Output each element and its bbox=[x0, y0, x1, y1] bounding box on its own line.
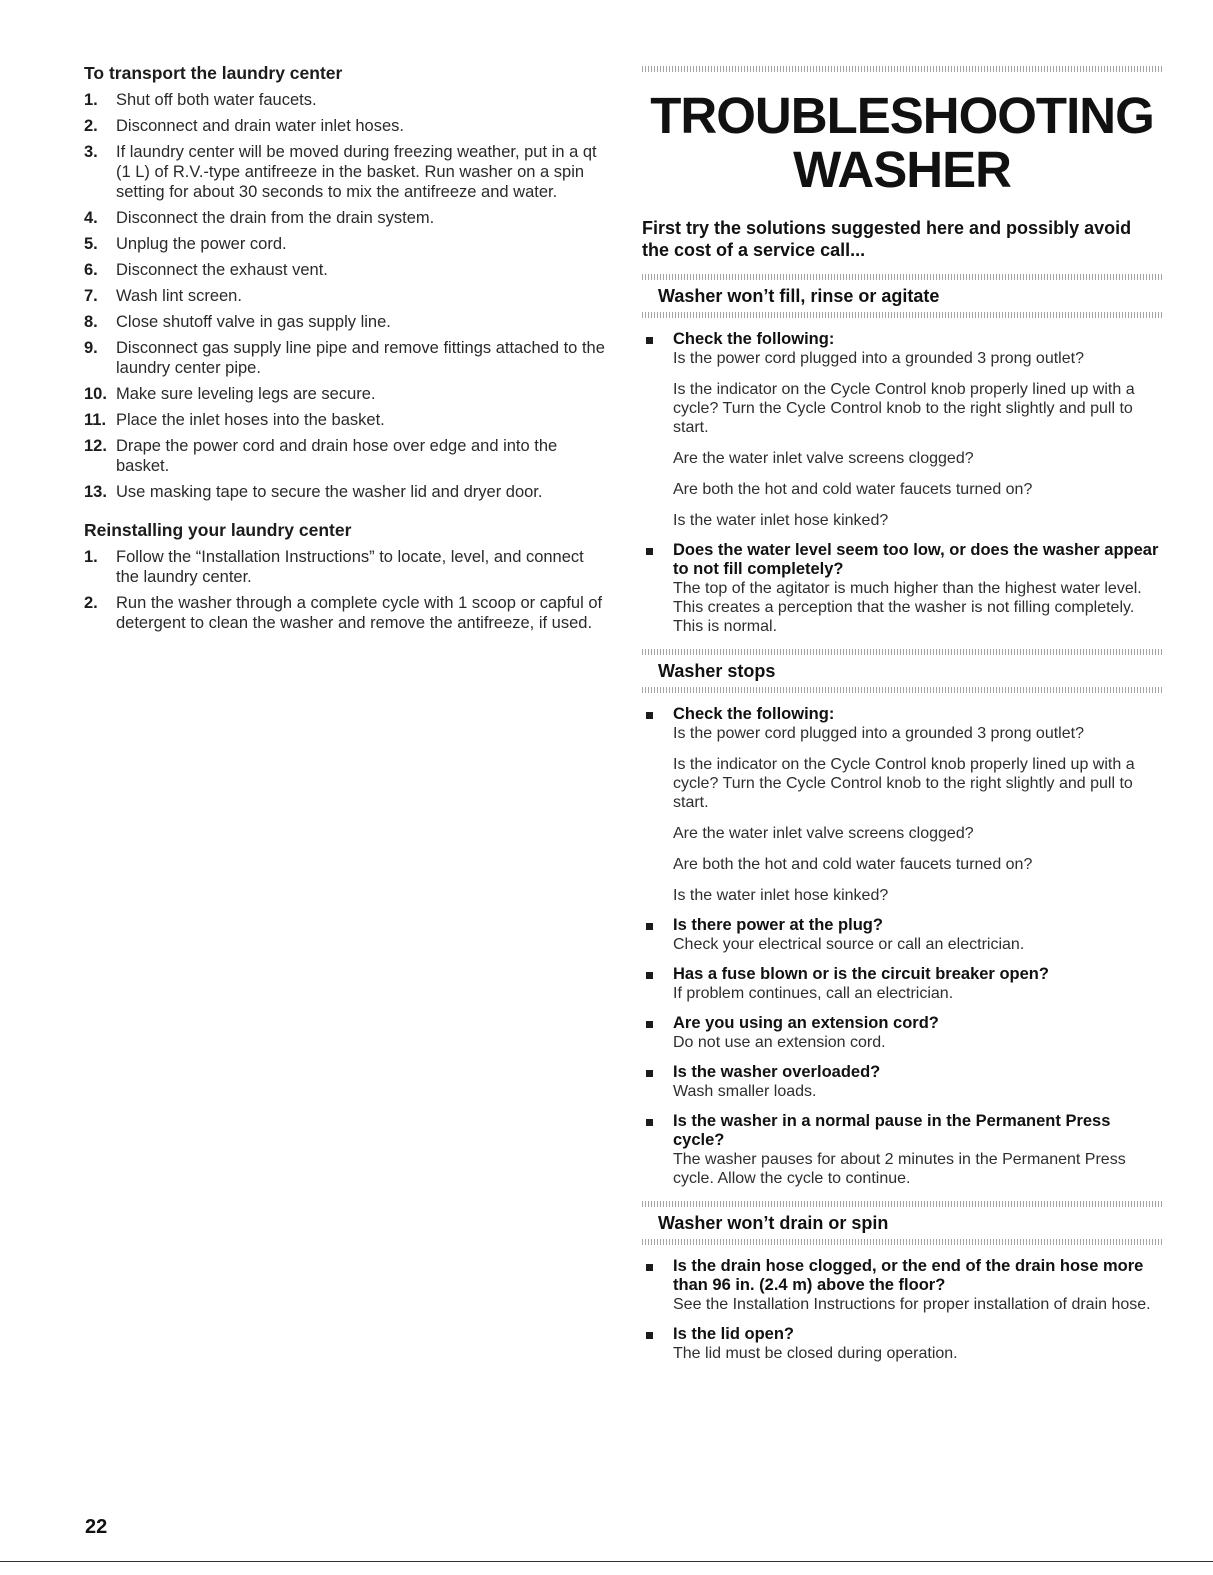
answer: Is the water inlet hose kinked? bbox=[673, 512, 889, 529]
answer: Is the indicator on the Cycle Control knob properly lined up with a cycle? Turn the Cycle Control knob to the right slightly and pull to start. bbox=[673, 756, 1135, 811]
square-bullet-icon bbox=[646, 972, 653, 979]
list-item bbox=[84, 116, 606, 136]
answer: Are both the hot and cold water faucets turned on? bbox=[673, 481, 1033, 498]
troubleshoot-section bbox=[642, 649, 1162, 1188]
right-column bbox=[642, 66, 1162, 1363]
answer: Do not use an extension cord. bbox=[673, 1034, 886, 1051]
answer: The top of the agitator is much higher than the highest water level. This creates a perception that the washer is not filling completely. This is normal. bbox=[673, 580, 1142, 635]
step-number: 10. bbox=[84, 385, 107, 403]
step-text: Shut off both water faucets. bbox=[116, 91, 317, 109]
step-text: Close shutoff valve in gas supply line. bbox=[116, 313, 391, 331]
section-title: Washer won’t drain or spin bbox=[658, 1213, 889, 1233]
list-item bbox=[84, 547, 606, 587]
step-number: 7. bbox=[84, 287, 98, 305]
square-bullet-icon bbox=[646, 337, 653, 344]
answer: Is the power cord plugged into a grounded 3 prong outlet? bbox=[673, 725, 1084, 742]
step-number: 13. bbox=[84, 483, 107, 501]
square-bullet-icon bbox=[646, 712, 653, 719]
list-item bbox=[642, 1325, 1162, 1363]
step-number: 5. bbox=[84, 235, 98, 253]
square-bullet-icon bbox=[646, 1332, 653, 1339]
list-item bbox=[642, 1014, 1162, 1052]
step-number: 2. bbox=[84, 594, 98, 612]
question: Check the following: bbox=[673, 330, 835, 348]
step-text: If laundry center will be moved during freezing weather, put in a qt (1 L) of R.V.-type antifreeze in the basket. Run washer on a spin setting for about 30 seconds to mix the antifreeze and water. bbox=[116, 143, 597, 201]
square-bullet-icon bbox=[646, 1021, 653, 1028]
step-number: 4. bbox=[84, 209, 98, 227]
answer: If problem continues, call an electrician. bbox=[673, 985, 954, 1002]
page-title-line2: WASHER bbox=[793, 141, 1011, 198]
answer: Wash smaller loads. bbox=[673, 1083, 817, 1100]
dotted-rule bbox=[642, 66, 1162, 72]
answer: Are both the hot and cold water faucets turned on? bbox=[673, 856, 1033, 873]
answer: The washer pauses for about 2 minutes in the Permanent Press cycle. Allow the cycle to continue. bbox=[673, 1151, 1126, 1187]
question: Are you using an extension cord? bbox=[673, 1014, 939, 1032]
troubleshoot-section bbox=[642, 1201, 1162, 1363]
list-item bbox=[84, 286, 606, 306]
intro-text: First try the solutions suggested here and possibly avoid the cost of a service call... bbox=[642, 218, 1132, 260]
section-title: Washer stops bbox=[658, 661, 776, 681]
reinstall-steps bbox=[84, 547, 606, 633]
list-item bbox=[642, 916, 1162, 954]
answer: Is the power cord plugged into a grounded 3 prong outlet? bbox=[673, 350, 1084, 367]
step-text: Wash lint screen. bbox=[116, 287, 242, 305]
list-item bbox=[642, 705, 1162, 905]
step-number: 9. bbox=[84, 339, 98, 357]
answer: Is the water inlet hose kinked? bbox=[673, 887, 889, 904]
question: Is the washer overloaded? bbox=[673, 1063, 881, 1081]
list-item bbox=[84, 384, 606, 404]
square-bullet-icon bbox=[646, 1070, 653, 1077]
list-item bbox=[642, 965, 1162, 1003]
list-item bbox=[84, 338, 606, 378]
dotted-rule bbox=[642, 687, 1162, 693]
list-item bbox=[84, 410, 606, 430]
question: Does the water level seem too low, or does the washer appear to not fill completely? bbox=[673, 541, 1159, 578]
step-number: 1. bbox=[84, 91, 98, 109]
dotted-rule bbox=[642, 1201, 1162, 1207]
square-bullet-icon bbox=[646, 548, 653, 555]
question: Has a fuse blown or is the circuit breaker open? bbox=[673, 965, 1049, 983]
answer: Are the water inlet valve screens clogged? bbox=[673, 825, 974, 842]
question: Is the washer in a normal pause in the Permanent Press cycle? bbox=[673, 1112, 1111, 1149]
step-number: 6. bbox=[84, 261, 98, 279]
check-list bbox=[642, 1257, 1162, 1363]
list-item bbox=[84, 260, 606, 280]
step-text: Disconnect and drain water inlet hoses. bbox=[116, 117, 404, 135]
dotted-rule bbox=[642, 649, 1162, 655]
step-number: 11. bbox=[84, 411, 107, 429]
step-text: Disconnect the exhaust vent. bbox=[116, 261, 328, 279]
step-text: Drape the power cord and drain hose over edge and into the basket. bbox=[116, 437, 558, 475]
step-number: 2. bbox=[84, 117, 98, 135]
dotted-rule bbox=[642, 274, 1162, 280]
step-number: 12. bbox=[84, 437, 107, 455]
step-number: 1. bbox=[84, 548, 98, 566]
page-title bbox=[642, 89, 1162, 197]
list-item bbox=[642, 330, 1162, 530]
answer: See the Installation Instructions for proper installation of drain hose. bbox=[673, 1296, 1151, 1313]
check-list bbox=[642, 330, 1162, 636]
troubleshoot-section bbox=[642, 274, 1162, 636]
step-text: Disconnect the drain from the drain system. bbox=[116, 209, 435, 227]
section-title: Washer won’t fill, rinse or agitate bbox=[658, 286, 940, 306]
list-item bbox=[84, 90, 606, 110]
answer: Are the water inlet valve screens clogged? bbox=[673, 450, 974, 467]
list-item bbox=[84, 208, 606, 228]
troubleshooting-sections bbox=[642, 274, 1162, 1363]
transport-steps bbox=[84, 90, 606, 502]
list-item bbox=[84, 234, 606, 254]
list-item bbox=[642, 541, 1162, 636]
step-text: Unplug the power cord. bbox=[116, 235, 287, 253]
bottom-rule bbox=[0, 1561, 1213, 1562]
page-number: 22 bbox=[85, 1516, 108, 1538]
list-item bbox=[642, 1257, 1162, 1314]
step-number: 3. bbox=[84, 143, 98, 161]
reinstall-heading: Reinstalling your laundry center bbox=[84, 520, 352, 540]
step-text: Follow the “Installation Instructions” to locate, level, and connect the laundry center. bbox=[116, 548, 584, 586]
question: Is there power at the plug? bbox=[673, 916, 883, 934]
step-text: Disconnect gas supply line pipe and remove fittings attached to the laundry center pipe. bbox=[116, 339, 605, 377]
list-item bbox=[642, 1063, 1162, 1101]
question: Is the drain hose clogged, or the end of the drain hose more than 96 in. (2.4 m) above the floor? bbox=[673, 1257, 1144, 1294]
list-item bbox=[84, 482, 606, 502]
dotted-rule bbox=[642, 312, 1162, 318]
answer: Check your electrical source or call an electrician. bbox=[673, 936, 1025, 953]
step-text: Place the inlet hoses into the basket. bbox=[116, 411, 385, 429]
list-item bbox=[642, 1112, 1162, 1188]
question: Is the lid open? bbox=[673, 1325, 795, 1343]
square-bullet-icon bbox=[646, 1119, 653, 1126]
list-item bbox=[84, 436, 606, 476]
list-item bbox=[84, 142, 606, 202]
answer: Is the indicator on the Cycle Control knob properly lined up with a cycle? Turn the Cycle Control knob to the right slightly and pull to start. bbox=[673, 381, 1135, 436]
answer: The lid must be closed during operation. bbox=[673, 1345, 958, 1362]
step-number: 8. bbox=[84, 313, 98, 331]
list-item bbox=[84, 593, 606, 633]
square-bullet-icon bbox=[646, 1264, 653, 1271]
transport-heading: To transport the laundry center bbox=[84, 63, 343, 83]
question: Check the following: bbox=[673, 705, 835, 723]
check-list bbox=[642, 705, 1162, 1188]
step-text: Run the washer through a complete cycle with 1 scoop or capful of detergent to clean the washer and remove the antifreeze, if used. bbox=[116, 594, 603, 632]
left-column bbox=[84, 62, 606, 633]
step-text: Use masking tape to secure the washer lid and dryer door. bbox=[116, 483, 543, 501]
square-bullet-icon bbox=[646, 923, 653, 930]
dotted-rule bbox=[642, 1239, 1162, 1245]
list-item bbox=[84, 312, 606, 332]
step-text: Make sure leveling legs are secure. bbox=[116, 385, 376, 403]
page-title-line1: TROUBLESHOOTING bbox=[650, 87, 1154, 144]
